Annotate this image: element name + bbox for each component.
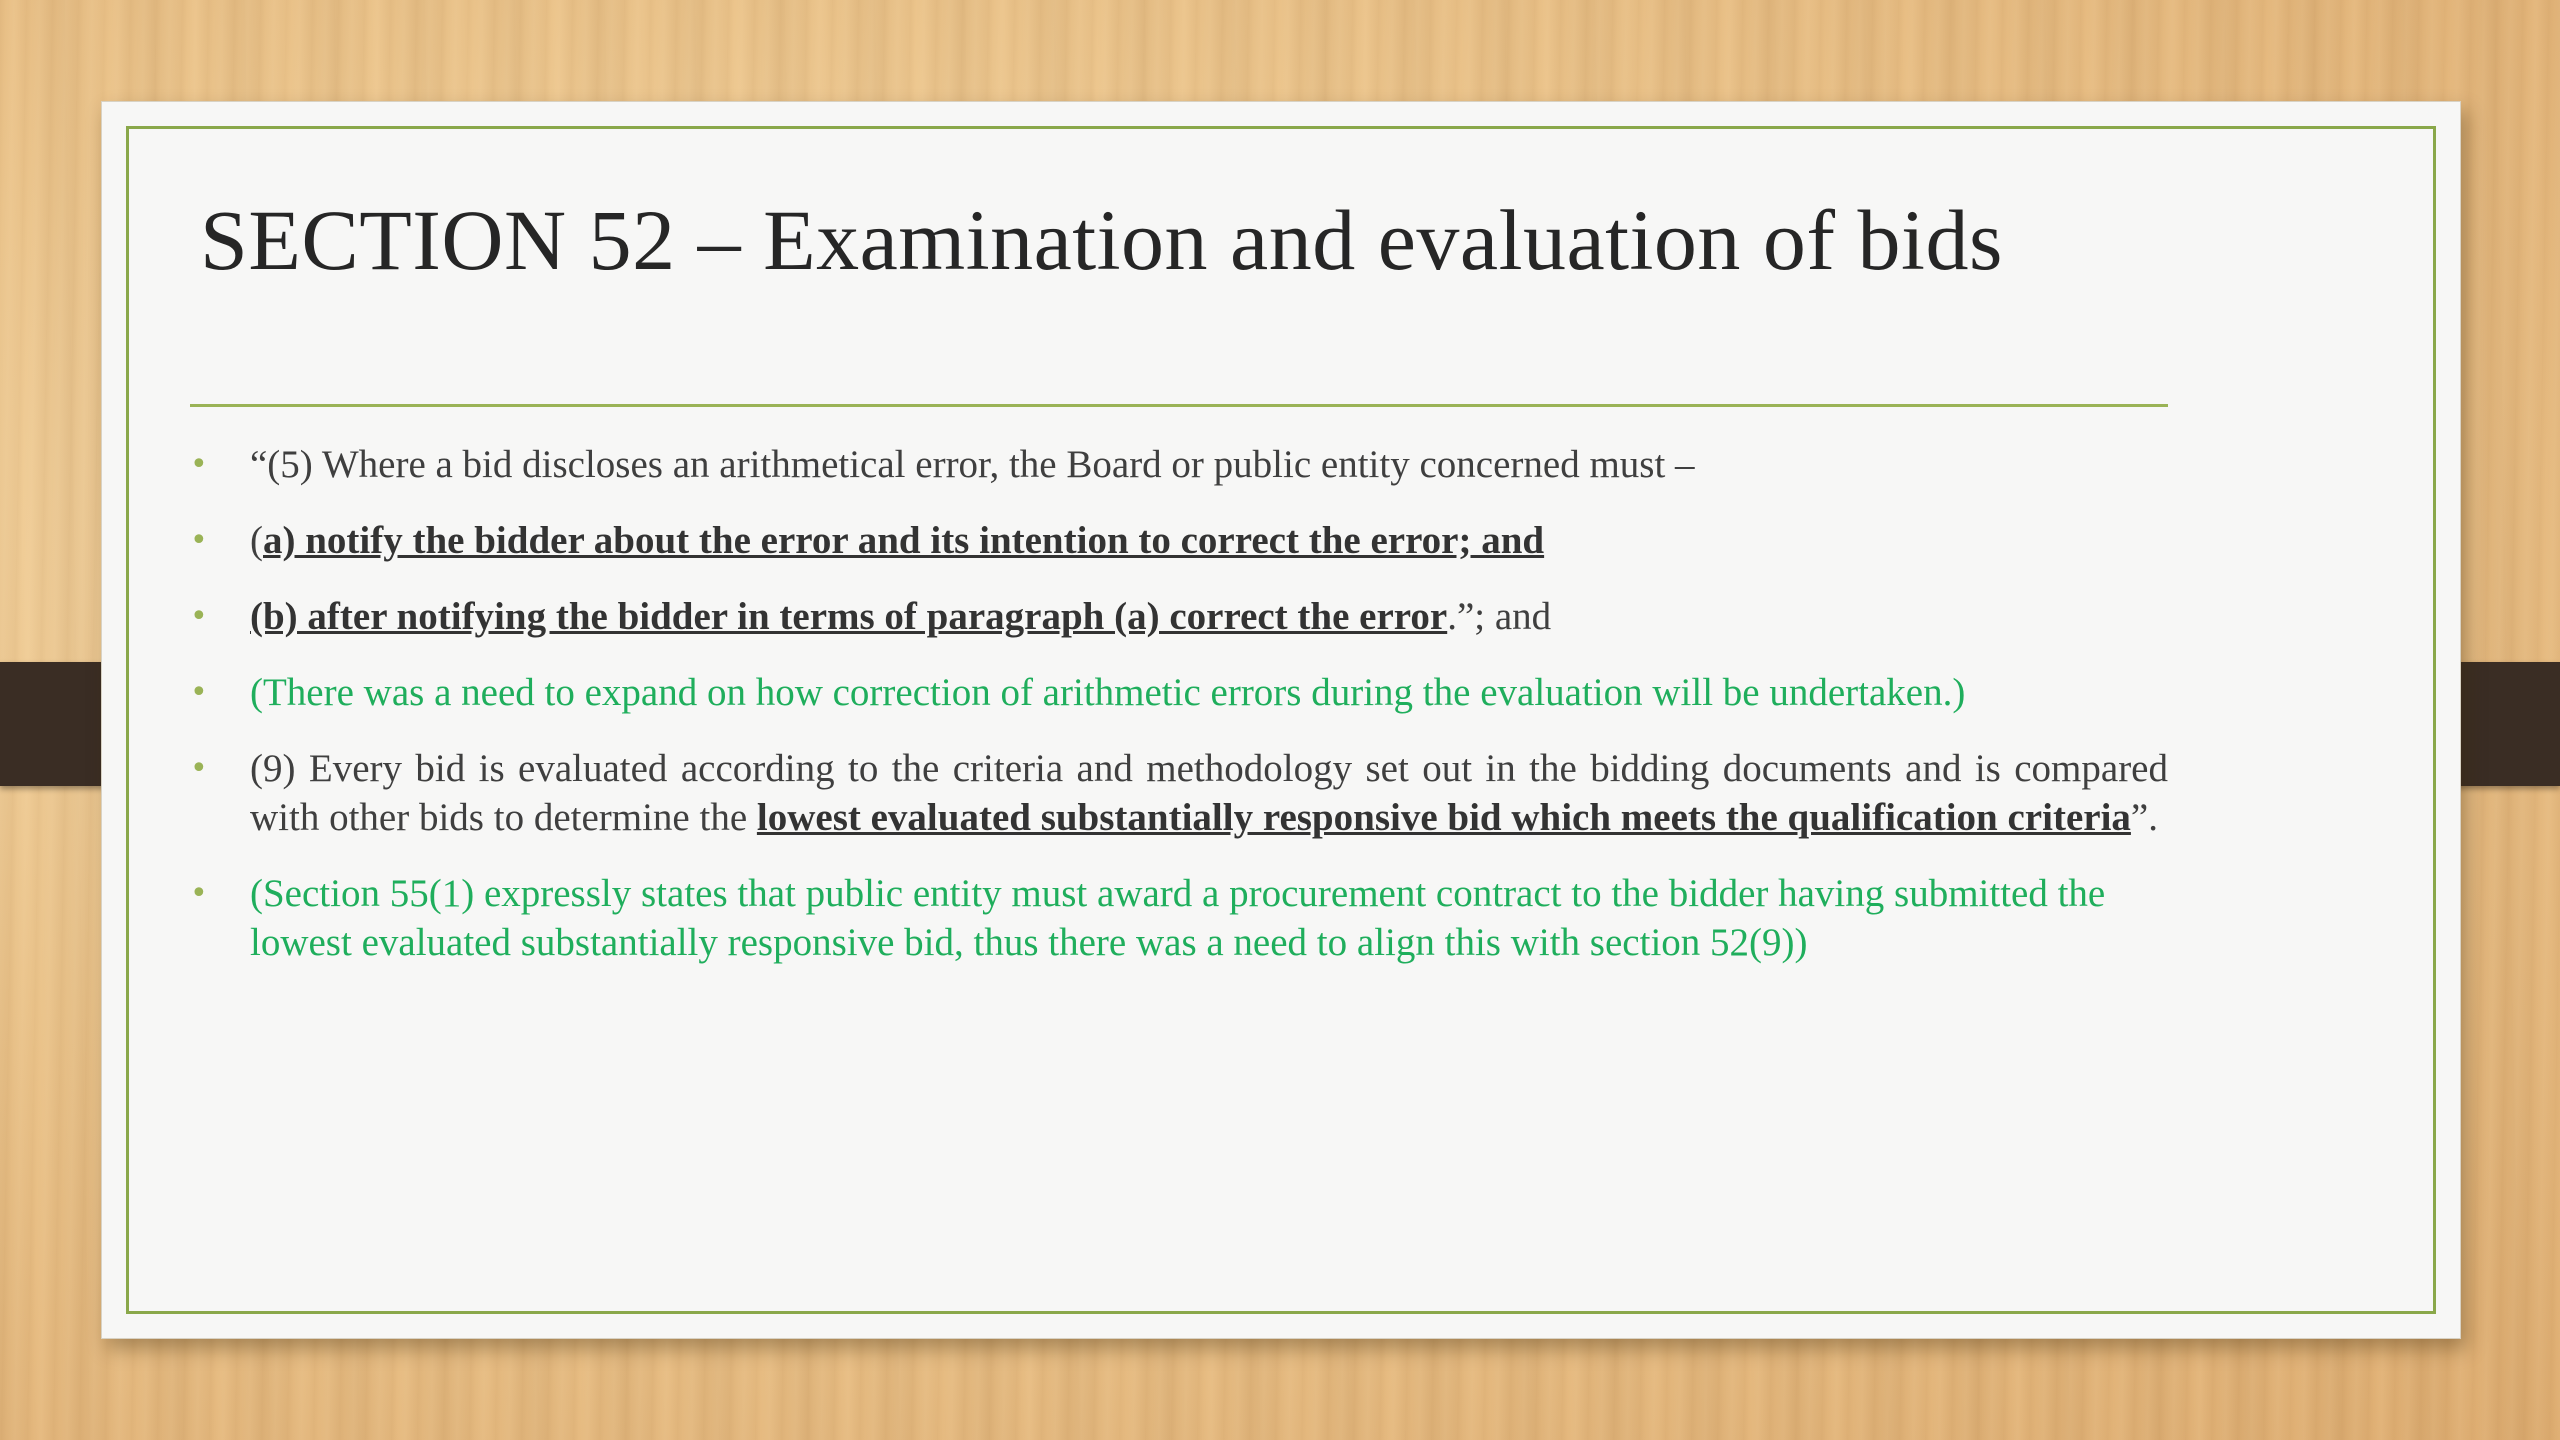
slide-title: SECTION 52 – Examination and evaluation of bids xyxy=(200,192,2003,288)
bullet-text: (9) Every bid is evaluated according to the criteria and methodology set out in the bidding documents and is compared with other bids to determine the xyxy=(250,747,2168,839)
bullet-text: (Section 55(1) expressly states that public entity must award a procurement contract to the bidder having submitted the lowest evaluated substantially responsive bid, thus there was a need to align this with section 52(9)) xyxy=(250,872,2106,964)
bullet-icon: • xyxy=(190,447,208,482)
title-divider xyxy=(190,404,2168,407)
bullet-text-tail: .”; and xyxy=(1447,595,1552,638)
bullet-item-subsection-5 xyxy=(190,440,2168,489)
bullet-text-bold-underlined: a) notify the bidder about the error and its intention to correct the error; and xyxy=(263,519,1545,562)
bullet-text-bold-underlined: lowest evaluated substantially responsive bid which meets the qualification criteria xyxy=(756,796,2131,839)
bullet-item-note-arithmetic xyxy=(190,668,2168,717)
bullet-icon: • xyxy=(190,751,208,786)
bullet-text-open-paren: ( xyxy=(250,519,263,562)
bullet-item-paragraph-b xyxy=(190,592,2168,641)
bullet-list xyxy=(190,440,2168,994)
bullet-item-paragraph-a xyxy=(190,516,2168,565)
bullet-text-bold-underlined: (b) after notifying the bidder in terms of paragraph (a) correct the error xyxy=(250,595,1448,638)
bullet-icon: • xyxy=(190,599,208,634)
bullet-icon: • xyxy=(190,675,208,710)
bullet-text: “(5) Where a bid discloses an arithmetical error, the Board or public entity concerned must – xyxy=(250,443,1695,486)
bullet-text-tail: ”. xyxy=(2130,796,2158,839)
bullet-icon: • xyxy=(190,523,208,558)
bullet-text: (There was a need to expand on how correction of arithmetic errors during the evaluation will be undertaken.) xyxy=(250,671,1966,714)
bullet-icon: • xyxy=(190,876,208,911)
bullet-item-subsection-9 xyxy=(190,744,2168,842)
bullet-item-note-section-55 xyxy=(190,869,2168,967)
